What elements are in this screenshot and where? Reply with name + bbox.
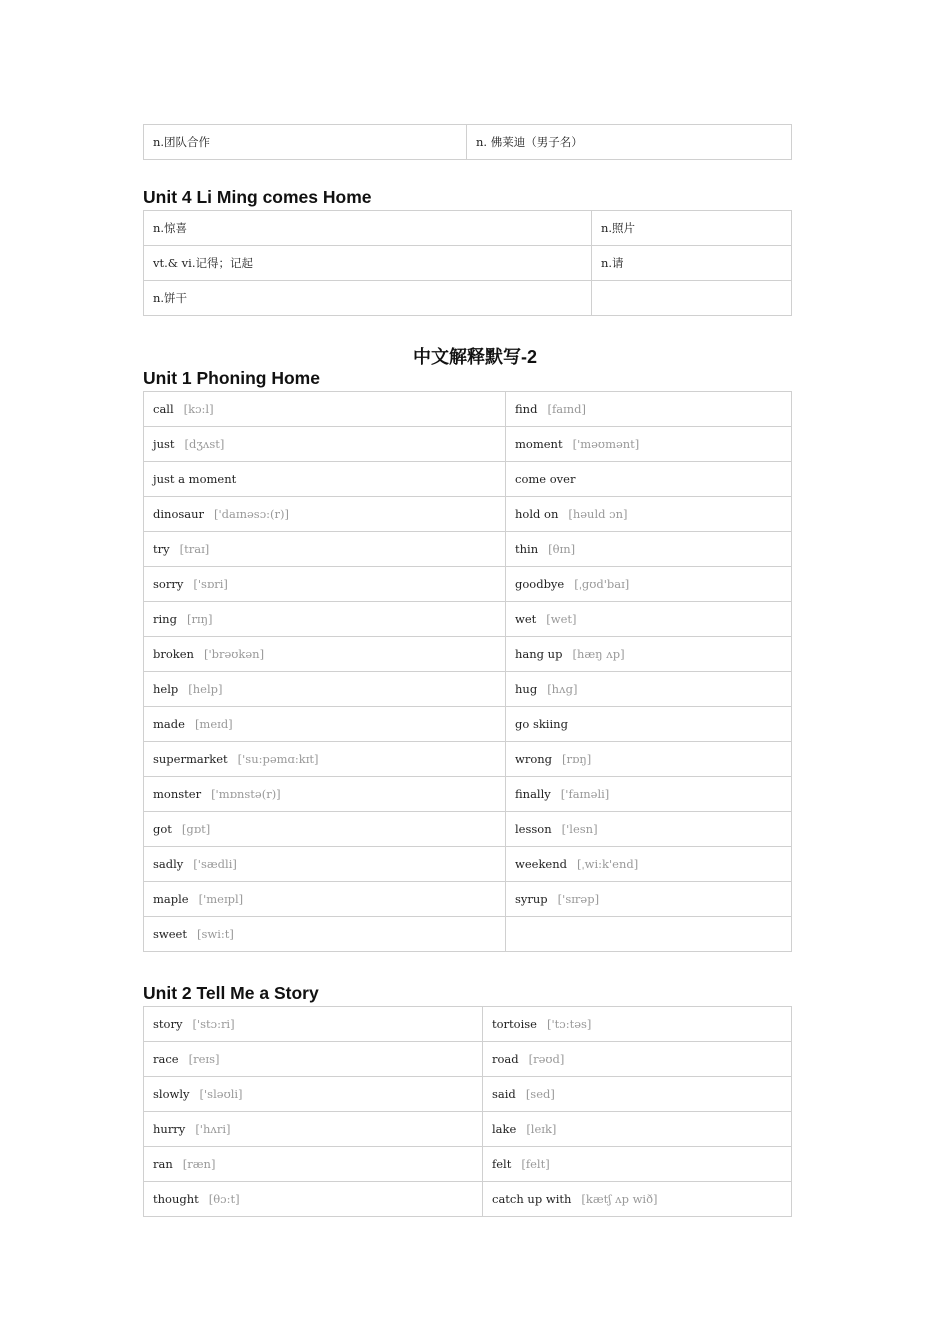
vocab-cell <box>483 1042 792 1077</box>
vocab-cell <box>483 1077 792 1112</box>
vocab-word: come over <box>515 472 576 486</box>
vocab-word: catch up with <box>492 1192 572 1206</box>
vocab-word: said <box>492 1087 516 1101</box>
vocab-phonetic: [leɪk] <box>526 1122 557 1136</box>
vocab-word: monster <box>153 787 202 801</box>
table-row <box>144 392 792 427</box>
vocab-word: go skiing <box>515 717 568 731</box>
vocab-phonetic: ['tɔ:təs] <box>546 1017 592 1031</box>
table-cell: n.照片 <box>592 211 792 246</box>
vocab-cell <box>144 392 506 427</box>
table-row <box>144 1077 792 1112</box>
vocab-word: story <box>153 1017 183 1031</box>
vocab-cell <box>144 742 506 777</box>
table-cell: n.请 <box>592 246 792 281</box>
vocab-word: sorry <box>153 577 184 591</box>
vocab-cell <box>506 532 792 567</box>
vocab-phonetic: [gɒt] <box>181 822 211 836</box>
vocab-word: maple <box>153 892 189 906</box>
vocab-cell <box>144 777 506 812</box>
table-row <box>144 246 792 281</box>
top-vocab-table <box>143 124 792 160</box>
vocab-cell <box>144 1147 483 1182</box>
vocab-cell <box>144 707 506 742</box>
vocab-phonetic: ['daɪnəsɔ:(r)] <box>214 507 289 521</box>
table-row <box>144 742 792 777</box>
unit4-vocab-table <box>143 210 792 316</box>
table-row <box>144 497 792 532</box>
vocab-cell <box>144 1112 483 1147</box>
vocab-word: hold on <box>515 507 559 521</box>
table-cell: n.惊喜 <box>144 211 592 246</box>
vocab-cell <box>144 672 506 707</box>
vocab-phonetic: [meɪd] <box>194 717 233 731</box>
vocab-phonetic: ['mɒnstə(r)] <box>211 787 281 801</box>
vocab-phonetic: [θɪn] <box>548 542 576 556</box>
vocab-phonetic: [θɔ:t] <box>208 1192 240 1206</box>
vocab-cell <box>144 917 506 952</box>
table-row <box>144 847 792 882</box>
vocab-word: felt <box>492 1157 512 1171</box>
vocab-word: got <box>153 822 172 836</box>
vocab-word: finally <box>515 787 551 801</box>
vocab-phonetic: ['su:pəmɑ:kɪt] <box>237 752 319 766</box>
vocab-cell <box>144 812 506 847</box>
vocab-phonetic: [swi:t] <box>196 927 234 941</box>
vocab-phonetic: ['sɪrəp] <box>557 892 600 906</box>
vocab-word: call <box>153 402 174 416</box>
table-row <box>144 1147 792 1182</box>
vocab-phonetic: [faɪnd] <box>547 402 586 416</box>
table-row <box>144 812 792 847</box>
table-row <box>144 1112 792 1147</box>
vocab-cell <box>506 602 792 637</box>
vocab-cell <box>506 742 792 777</box>
table-row <box>144 1007 792 1042</box>
vocab-word: broken <box>153 647 194 661</box>
vocab-word: tortoise <box>492 1017 537 1031</box>
table-cell: n.团队合作 <box>144 125 467 160</box>
unit1-vocab-table <box>143 391 792 952</box>
vocab-cell <box>506 672 792 707</box>
vocab-cell <box>144 1007 483 1042</box>
vocab-phonetic: [traɪ] <box>179 542 210 556</box>
vocab-word: moment <box>515 437 563 451</box>
vocab-cell <box>144 1077 483 1112</box>
table-row <box>144 125 792 160</box>
table-row <box>144 567 792 602</box>
vocab-cell <box>144 882 506 917</box>
table-cell: vt.& vi.记得；记起 <box>144 246 592 281</box>
table-row <box>144 1182 792 1217</box>
vocab-word: hang up <box>515 647 563 661</box>
vocab-cell <box>506 427 792 462</box>
table-cell <box>592 281 792 316</box>
vocab-cell <box>144 567 506 602</box>
vocab-phonetic: ['lesn] <box>561 822 598 836</box>
vocab-phonetic: [felt] <box>521 1157 550 1171</box>
vocab-phonetic: [kætʃ ʌp wið] <box>581 1192 658 1206</box>
vocab-cell <box>506 497 792 532</box>
table-row <box>144 211 792 246</box>
vocab-phonetic: [həuld ɔn] <box>568 507 628 521</box>
table-row <box>144 532 792 567</box>
vocab-phonetic: [hæŋ ʌp] <box>572 647 625 661</box>
vocab-word: slowly <box>153 1087 190 1101</box>
table-row <box>144 917 792 952</box>
vocab-phonetic: ['hʌri] <box>195 1122 231 1136</box>
vocab-word: syrup <box>515 892 548 906</box>
vocab-phonetic: [reɪs] <box>188 1052 220 1066</box>
unit2-vocab-table <box>143 1006 792 1217</box>
section-title: 中文解释默写-2 <box>412 347 537 367</box>
vocab-word: made <box>153 717 185 731</box>
table-row <box>144 777 792 812</box>
vocab-cell <box>144 427 506 462</box>
vocab-word: road <box>492 1052 519 1066</box>
vocab-cell <box>506 882 792 917</box>
vocab-word: dinosaur <box>153 507 205 521</box>
vocab-phonetic: [help] <box>188 682 223 696</box>
unit1-heading: Unit 1 Phoning Home <box>143 368 320 388</box>
vocab-word: goodbye <box>515 577 565 591</box>
vocab-phonetic: ['sædli] <box>193 857 237 871</box>
vocab-cell <box>144 497 506 532</box>
vocab-phonetic: ['məʊmənt] <box>572 437 640 451</box>
table-row <box>144 602 792 637</box>
vocab-cell <box>144 847 506 882</box>
table-row <box>144 281 792 316</box>
vocab-word: thought <box>153 1192 199 1206</box>
vocab-phonetic: [ˌgʊd'baɪ] <box>574 577 630 591</box>
vocab-phonetic: [kɔ:l] <box>183 402 214 416</box>
vocab-cell <box>483 1112 792 1147</box>
vocab-phonetic: [ræn] <box>182 1157 216 1171</box>
vocab-cell <box>506 917 792 952</box>
vocab-phonetic: ['faɪnəli] <box>560 787 610 801</box>
vocab-phonetic: [hʌg] <box>547 682 578 696</box>
vocab-word: just <box>153 437 175 451</box>
vocab-word: help <box>153 682 179 696</box>
table-row <box>144 1042 792 1077</box>
vocab-word: just a moment <box>153 472 237 486</box>
vocab-cell <box>144 602 506 637</box>
vocab-cell <box>506 847 792 882</box>
table-row <box>144 462 792 497</box>
vocab-word: supermarket <box>153 752 228 766</box>
vocab-cell <box>506 777 792 812</box>
vocab-cell <box>483 1147 792 1182</box>
vocab-phonetic: [wet] <box>546 612 577 626</box>
vocab-cell <box>506 392 792 427</box>
vocab-phonetic: [rɪŋ] <box>186 612 213 626</box>
vocab-word: hurry <box>153 1122 186 1136</box>
vocab-word: wet <box>515 612 537 626</box>
vocab-phonetic: [sed] <box>525 1087 555 1101</box>
vocab-cell <box>144 1182 483 1217</box>
vocab-cell <box>506 462 792 497</box>
vocab-cell <box>144 532 506 567</box>
vocab-word: wrong <box>515 752 553 766</box>
vocab-word: sweet <box>153 927 187 941</box>
vocab-phonetic: [rəʊd] <box>528 1052 565 1066</box>
vocab-word: find <box>515 402 538 416</box>
vocab-word: thin <box>515 542 539 556</box>
unit2-heading: Unit 2 Tell Me a Story <box>143 983 319 1003</box>
vocab-cell <box>483 1182 792 1217</box>
vocab-cell <box>506 812 792 847</box>
vocab-phonetic: ['stɔ:ri] <box>192 1017 235 1031</box>
table-row <box>144 637 792 672</box>
vocab-phonetic: [dʒʌst] <box>184 437 225 451</box>
vocab-cell <box>506 637 792 672</box>
vocab-word: lesson <box>515 822 552 836</box>
vocab-cell <box>144 637 506 672</box>
vocab-phonetic: [ˌwi:k'end] <box>577 857 639 871</box>
vocab-cell <box>483 1007 792 1042</box>
vocab-cell <box>506 567 792 602</box>
vocab-word: ring <box>153 612 177 626</box>
table-cell: n. 佛莱迪（男子名） <box>467 125 792 160</box>
vocab-cell <box>506 707 792 742</box>
vocab-word: race <box>153 1052 179 1066</box>
vocab-phonetic: ['brəʊkən] <box>203 647 265 661</box>
table-cell: n.饼干 <box>144 281 592 316</box>
table-row <box>144 427 792 462</box>
table-row <box>144 882 792 917</box>
table-row <box>144 672 792 707</box>
table-row <box>144 707 792 742</box>
vocab-word: try <box>153 542 170 556</box>
vocab-phonetic: ['sləʊli] <box>199 1087 243 1101</box>
vocab-phonetic: [rɒŋ] <box>562 752 592 766</box>
vocab-word: sadly <box>153 857 184 871</box>
unit4-heading: Unit 4 Li Ming comes Home <box>143 187 372 207</box>
vocab-phonetic: ['sɒri] <box>193 577 228 591</box>
vocab-word: lake <box>492 1122 517 1136</box>
vocab-word: ran <box>153 1157 173 1171</box>
vocab-phonetic: ['meɪpl] <box>198 892 244 906</box>
vocab-cell <box>144 462 506 497</box>
vocab-word: weekend <box>515 857 567 871</box>
vocab-cell <box>144 1042 483 1077</box>
vocab-word: hug <box>515 682 538 696</box>
